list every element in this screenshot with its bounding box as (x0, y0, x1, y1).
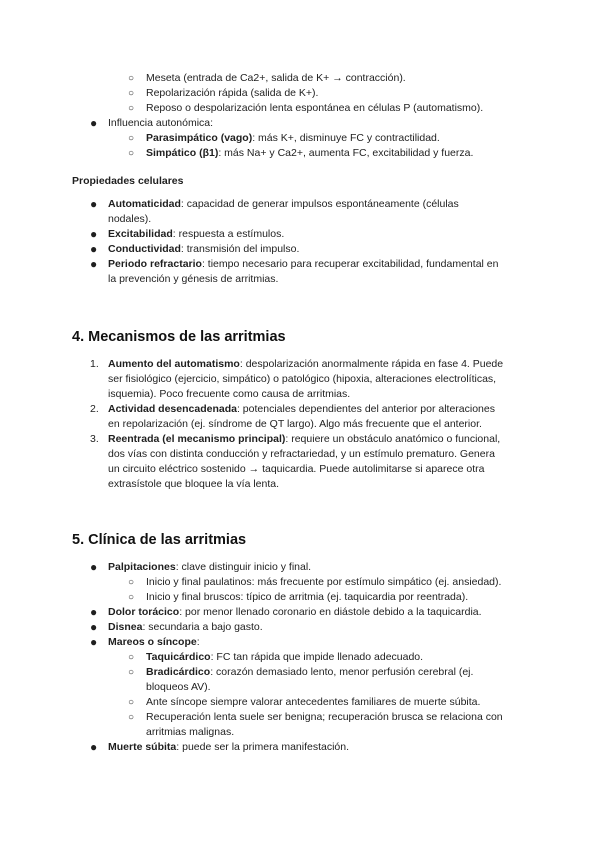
bullet-icon: ● (90, 740, 98, 754)
bullet-icon: ● (90, 605, 98, 619)
list-item: Conductividad: transmisión del impulso. (108, 243, 300, 255)
section-heading: 4. Mecanismos de las arritmias (72, 329, 286, 345)
subsection-title: Propiedades celulares (72, 175, 184, 187)
list-item: Repolarización rápida (salida de K+). (146, 87, 319, 99)
list-item: Mareos o síncope: (108, 636, 200, 648)
list-item: Recuperación lenta suele ser benigna; recuperación brusca se relaciona con (146, 711, 503, 723)
list-item: Meseta (entrada de Ca2+, salida de K+ → contracción). (146, 72, 406, 84)
section-heading: 5. Clínica de las arritmias (72, 532, 247, 548)
list-item: Periodo refractario: tiempo necesario para recuperar excitabilidad, fundamental en (108, 258, 499, 270)
hollow-bullet-icon: ○ (128, 88, 135, 99)
list-number: 2. (90, 403, 99, 415)
list-item-continuation: isquemia). Poco frecuente como causa de arritmias. (108, 388, 351, 400)
bullet-icon: ● (90, 635, 98, 649)
hollow-bullet-icon: ○ (128, 712, 135, 723)
bullet-icon: ● (90, 227, 98, 241)
hollow-bullet-icon: ○ (128, 577, 135, 588)
list-number: 3. (90, 433, 99, 445)
list-item: Disnea: secundaria a bajo gasto. (108, 621, 263, 633)
hollow-bullet-icon: ○ (128, 592, 135, 603)
list-item: Reentrada (el mecanismo principal): requiere un obstáculo anatómico o funcional, (108, 433, 501, 445)
list-item: Palpitaciones: clave distinguir inicio y final. (108, 561, 312, 573)
bullet-icon: ● (90, 116, 98, 130)
hollow-bullet-icon: ○ (128, 103, 135, 114)
list-item: Dolor torácico: por menor llenado coronario en diástole debido a la taquicardia. (108, 606, 482, 618)
bullet-icon: ● (90, 242, 98, 256)
list-item: Inicio y final bruscos: típico de arritmia (ej. taquicardia por reentrada). (146, 591, 469, 603)
list-item: Ante síncope siempre valorar antecedentes familiares de muerte súbita. (146, 696, 481, 708)
list-item: Muerte súbita: puede ser la primera manifestación. (108, 741, 350, 753)
hollow-bullet-icon: ○ (128, 73, 135, 84)
list-item-continuation: un circuito eléctrico sostenido → taquicardia. Puede autolimitarse si aparece otra (108, 463, 485, 475)
list-number: 1. (90, 358, 99, 370)
list-item: Bradicárdico: corazón demasiado lento, menor perfusión cerebral (ej. (146, 666, 474, 678)
list-item-continuation: la prevención y génesis de arritmias. (108, 273, 279, 285)
list-item: Automaticidad: capacidad de generar impulsos espontáneamente (células (108, 198, 459, 210)
list-item: Reposo o despolarización lenta espontánea en células P (automatismo). (146, 102, 484, 114)
list-item-continuation: extrasístole que bloquee la vía lenta. (108, 478, 280, 490)
hollow-bullet-icon: ○ (128, 697, 135, 708)
bullet-icon: ● (90, 560, 98, 574)
bullet-icon: ● (90, 620, 98, 634)
list-item: Influencia autonómica: (108, 117, 214, 129)
bullet-icon: ● (90, 257, 98, 271)
list-item-continuation: nodales). (108, 213, 152, 225)
hollow-bullet-icon: ○ (128, 667, 135, 678)
list-item-continuation: bloqueos AV). (146, 681, 211, 693)
list-item: Actividad desencadenada: potenciales dependientes del anterior por alteraciones (108, 403, 495, 415)
list-item: Parasimpático (vago): más K+, disminuye FC y contractilidad. (146, 132, 440, 144)
hollow-bullet-icon: ○ (128, 148, 135, 159)
hollow-bullet-icon: ○ (128, 652, 135, 663)
list-item-continuation: dos vías con distinta conducción y refractariedad, y un estímulo prematuro. Genera (108, 448, 495, 460)
list-item-continuation: en repolarización (ej. síndrome de QT largo). Algo más frecuente que el anterior. (108, 418, 482, 430)
list-item: Simpático (β1): más Na+ y Ca2+, aumenta FC, excitabilidad y fuerza. (146, 147, 474, 159)
list-item-continuation: arritmias malignas. (146, 726, 235, 738)
list-item-continuation: ser fisiológico (ejercicio, simpático) o patológico (hipoxia, alteraciones electrolíticas, (108, 373, 497, 385)
bullet-icon: ● (90, 197, 98, 211)
hollow-bullet-icon: ○ (128, 133, 135, 144)
list-item: Inicio y final paulatinos: más frecuente por estímulo simpático (ej. ansiedad). (146, 576, 502, 588)
list-item: Excitabilidad: respuesta a estímulos. (108, 228, 285, 240)
list-item: Taquicárdico: FC tan rápida que impide llenado adecuado. (146, 651, 424, 663)
list-item: Aumento del automatismo: despolarización anormalmente rápida en fase 4. Puede (108, 358, 504, 370)
